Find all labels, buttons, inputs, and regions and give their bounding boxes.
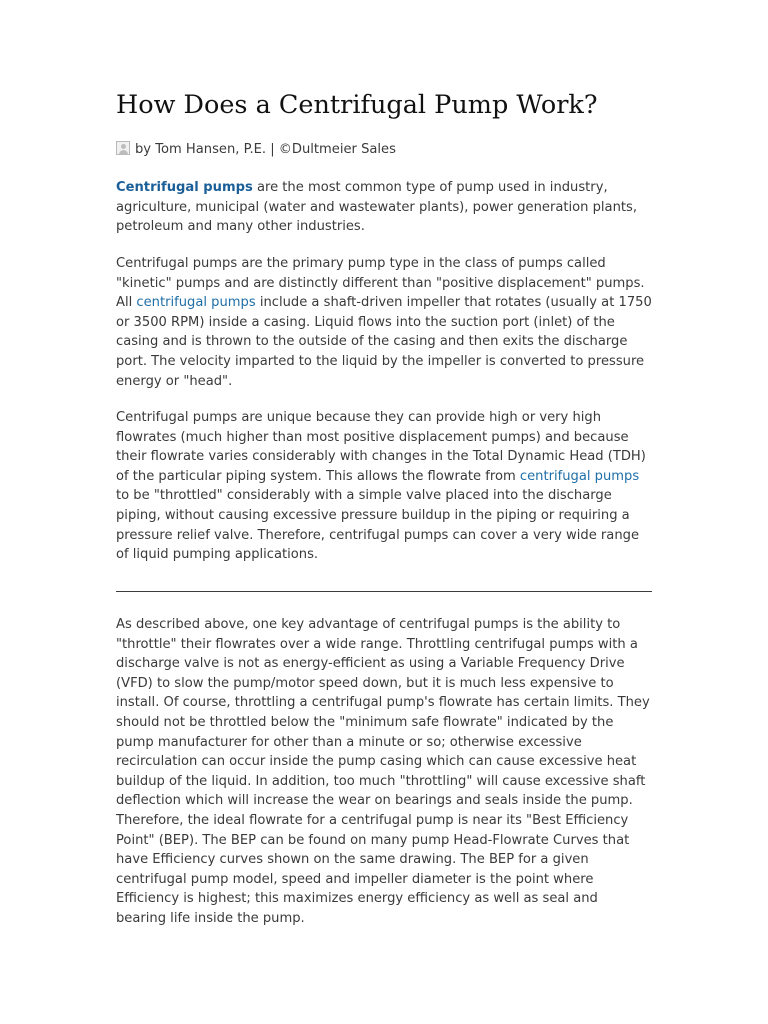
paragraph-kinetic	[116, 254, 652, 391]
paragraph-kinetic-text-after: include a shaft-driven impeller that rotates (usually at 1750 or 3500 RPM) inside a casing. Liquid flows into the suction port (inlet) of the casing and is thrown to the outside of the casing and then exits the discharge port. The velocity imparted to the liquid by the impeller is converted to pressure energy or "head".	[116, 295, 652, 389]
centrifugal-pumps-link-2[interactable]: centrifugal pumps	[519, 468, 640, 484]
centrifugal-pumps-link[interactable]: centrifugal pumps	[136, 295, 256, 311]
paragraph-flowrates	[116, 408, 652, 565]
paragraph-intro-text: are the most common type of pump used in industry, agriculture, municipal (water and wastewater plants), power generation plants, petroleum and many other industries.	[116, 180, 638, 235]
centrifugal-pumps-link-bold[interactable]: Centrifugal pumps	[116, 180, 253, 195]
byline	[116, 140, 652, 160]
section-divider	[116, 591, 652, 592]
paragraph-intro	[116, 178, 652, 237]
user-avatar-placeholder-icon	[116, 141, 130, 155]
byline-text: by Tom Hansen, P.E. | ©Dultmeier Sales	[135, 142, 396, 158]
paragraph-flowrates-text-after: to be "throttled" considerably with a simple valve placed into the discharge piping, without causing excessive pressure buildup in the piping or requiring a pressure relief valve. Therefore, centrifugal pumps can cover a very wide range of liquid pumping applications.	[116, 488, 640, 563]
paragraph-flowrates-text-before: Centrifugal pumps are unique because they can provide high or very high flowrates (much higher than most positive displacement pumps) and because their flowrate varies considerably with changes in the Total Dynamic Head (TDH) of the particular piping system. This allows the flowrate from	[116, 410, 646, 484]
paragraph-throttling: As described above, one key advantage of centrifugal pumps is the ability to "throttle" their flowrates over a wide range. Throttling centrifugal pumps with a discharge valve is not as energy-efficient as using a Variable Frequency Drive (VFD) to slow the pump/motor speed down, but it is much less expensive to install. Of course, throttling a centrifugal pump's flowrate has certain limits. They should not be throttled below the "minimum safe flowrate" indicated by the pump manufacturer for other than a minute or so; otherwise excessive recirculation can occur inside the pump casing which can cause excessive heat buildup of the liquid. In addition, too much "throttling" will cause excessive shaft deflection which will increase the wear on bearings and seals inside the pump. Therefore, the ideal flowrate for a centrifugal pump is near its "Best Efficiency Point" (BEP). The BEP can be found on many pump Head-Flowrate Curves that have Efficiency curves shown on the same drawing. The BEP for a given centrifugal pump model, speed and impeller diameter is the point where Efficiency is highest; this maximizes energy efficiency as well as seal and bearing life inside the pump.	[116, 617, 650, 926]
page-title: How Does a Centrifugal Pump Work?	[116, 90, 598, 120]
paragraph-kinetic-text-before: Centrifugal pumps are the primary pump type in the class of pumps called "kinetic" pumps and are distinctly different than "positive displacement" pumps. All	[116, 256, 645, 311]
